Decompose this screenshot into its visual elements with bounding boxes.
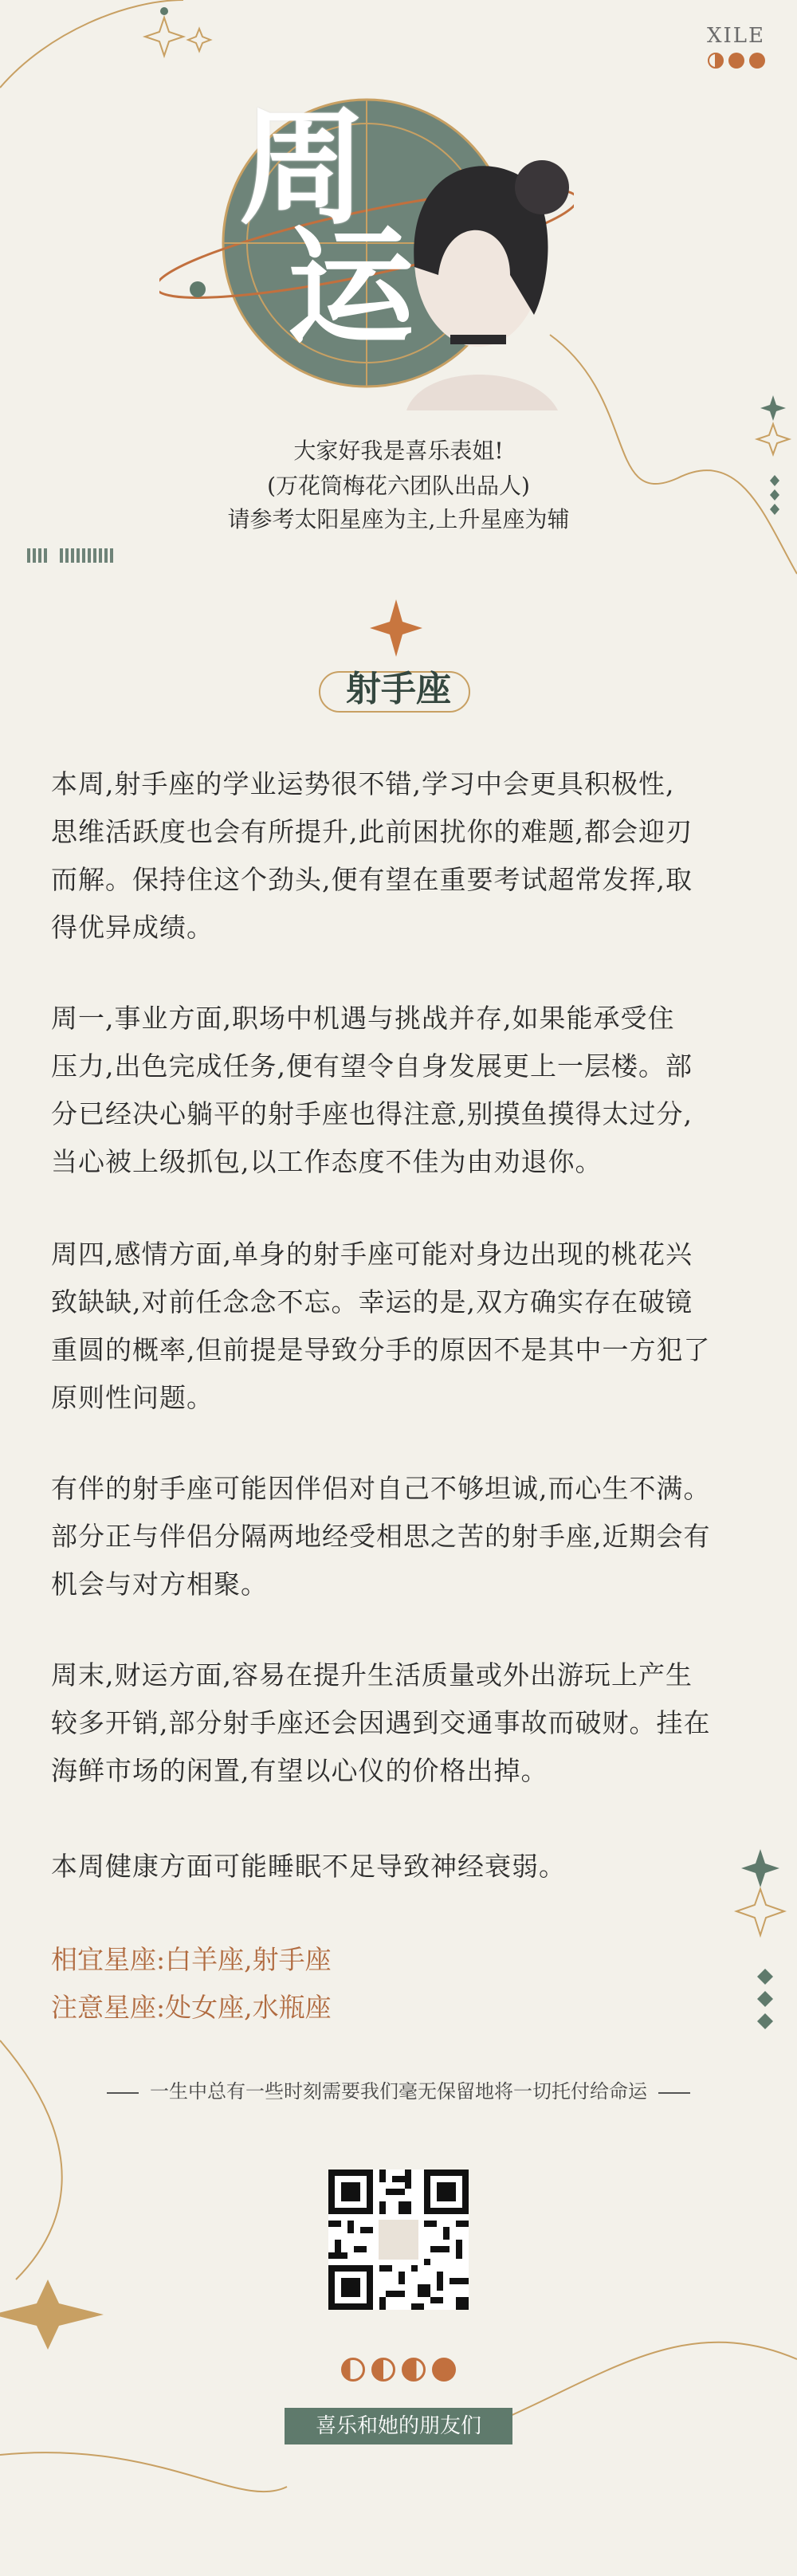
paragraph-line: 当心被上级抓包,以工作态度不佳为由劝退你。 — [51, 1146, 603, 1177]
paragraph-line: 海鲜市场的闲置,有望以心仪的价格出掉。 — [51, 1755, 548, 1786]
intro-line-3: 请参考太阳星座为主,上升星座为辅 — [227, 506, 570, 532]
paragraph-line: 本周健康方面可能睡眠不足导致神经衰弱。 — [51, 1851, 566, 1882]
paragraph-line: 得优异成绩。 — [51, 912, 214, 943]
full-moon-icon — [749, 53, 765, 69]
paragraph-line: 有伴的射手座可能因伴侣对自己不够坦诚,而心生不满。 — [51, 1473, 711, 1504]
paragraph-partner — [51, 1465, 752, 1608]
paragraph-line: 原则性问题。 — [51, 1382, 214, 1413]
crescent-moon-icon — [402, 2358, 426, 2382]
caution-signs: 注意星座:处女座,水瓶座 — [51, 1992, 332, 2023]
avatar — [376, 2217, 421, 2262]
paragraph-line: 致缺缺,对前任念念不忘。幸运的是,双方确实存在破镜 — [51, 1286, 693, 1317]
footer-tag: 喜乐和她的朋友们 — [285, 2408, 512, 2444]
full-moon-icon — [432, 2358, 456, 2382]
paragraph-line: 而解。保持住这个劲头,便有望在重要考试超常发挥,取 — [51, 864, 693, 895]
character-portrait-icon — [406, 160, 569, 410]
title-char-luck: 运 — [287, 212, 415, 362]
half-moon-icon — [708, 53, 724, 69]
brand-logo-text: XILE — [706, 24, 765, 48]
compatible-signs: 相宜星座:白羊座,射手座 — [51, 1944, 332, 1975]
motto-text: 一生中总有一些时刻需要我们毫无保留地将一切托付给命运 — [150, 2080, 647, 2103]
paragraph-line: 重圆的概率,但前提是导致分手的原因不是其中一方犯了 — [51, 1334, 711, 1365]
moon-phase-icons — [708, 53, 765, 69]
paragraph-career — [51, 995, 752, 1186]
paragraph-line: 部分正与伴侣分隔两地经受相思之苦的射手座,近期会有 — [51, 1521, 711, 1552]
paragraph-line: 周一,事业方面,职场中机遇与挑战并存,如果能承受住 — [51, 1003, 675, 1034]
barcode-decoration — [27, 548, 113, 563]
paragraph-line: 本周,射手座的学业运势很不错,学习中会更具积极性, — [51, 768, 675, 799]
paragraph-line: 思维活跃度也会有所提升,此前困扰你的难题,都会迎刃 — [51, 816, 693, 847]
paragraph-line: 周末,财运方面,容易在提升生活质量或外出游玩上产生 — [51, 1659, 693, 1690]
paragraph-line: 分已经决心躺平的射手座也得注意,别摸鱼摸得太过分, — [51, 1098, 693, 1129]
sign-title: 射手座 — [346, 669, 451, 709]
intro-line-1: 大家好我是喜乐表姐! — [293, 438, 504, 464]
paragraph-love — [51, 1231, 752, 1422]
paragraph-health — [51, 1843, 752, 1891]
paragraph-wealth — [51, 1651, 752, 1795]
paragraph-line: 机会与对方相聚。 — [51, 1569, 268, 1600]
motto — [0, 2075, 797, 2103]
paragraph-line: 周四,感情方面,单身的射手座可能对身边出现的桃花兴 — [51, 1239, 693, 1270]
paragraph-line: 压力,出色完成任务,便有望令自身发展更上一层楼。部 — [51, 1050, 693, 1082]
crescent-moon-icon — [341, 2358, 365, 2382]
divider — [107, 2092, 139, 2094]
moon-phase-icons — [0, 2358, 797, 2382]
intro-line-2: (万花筒梅花六团队出品人) — [267, 473, 530, 499]
paragraph-study — [51, 760, 752, 952]
divider — [658, 2092, 690, 2094]
crescent-moon-icon — [371, 2358, 395, 2382]
full-moon-icon — [728, 53, 744, 69]
title-char-week: 周 — [239, 92, 367, 242]
paragraph-line: 较多开销,部分射手座还会因遇到交通事故而破财。挂在 — [51, 1707, 711, 1738]
